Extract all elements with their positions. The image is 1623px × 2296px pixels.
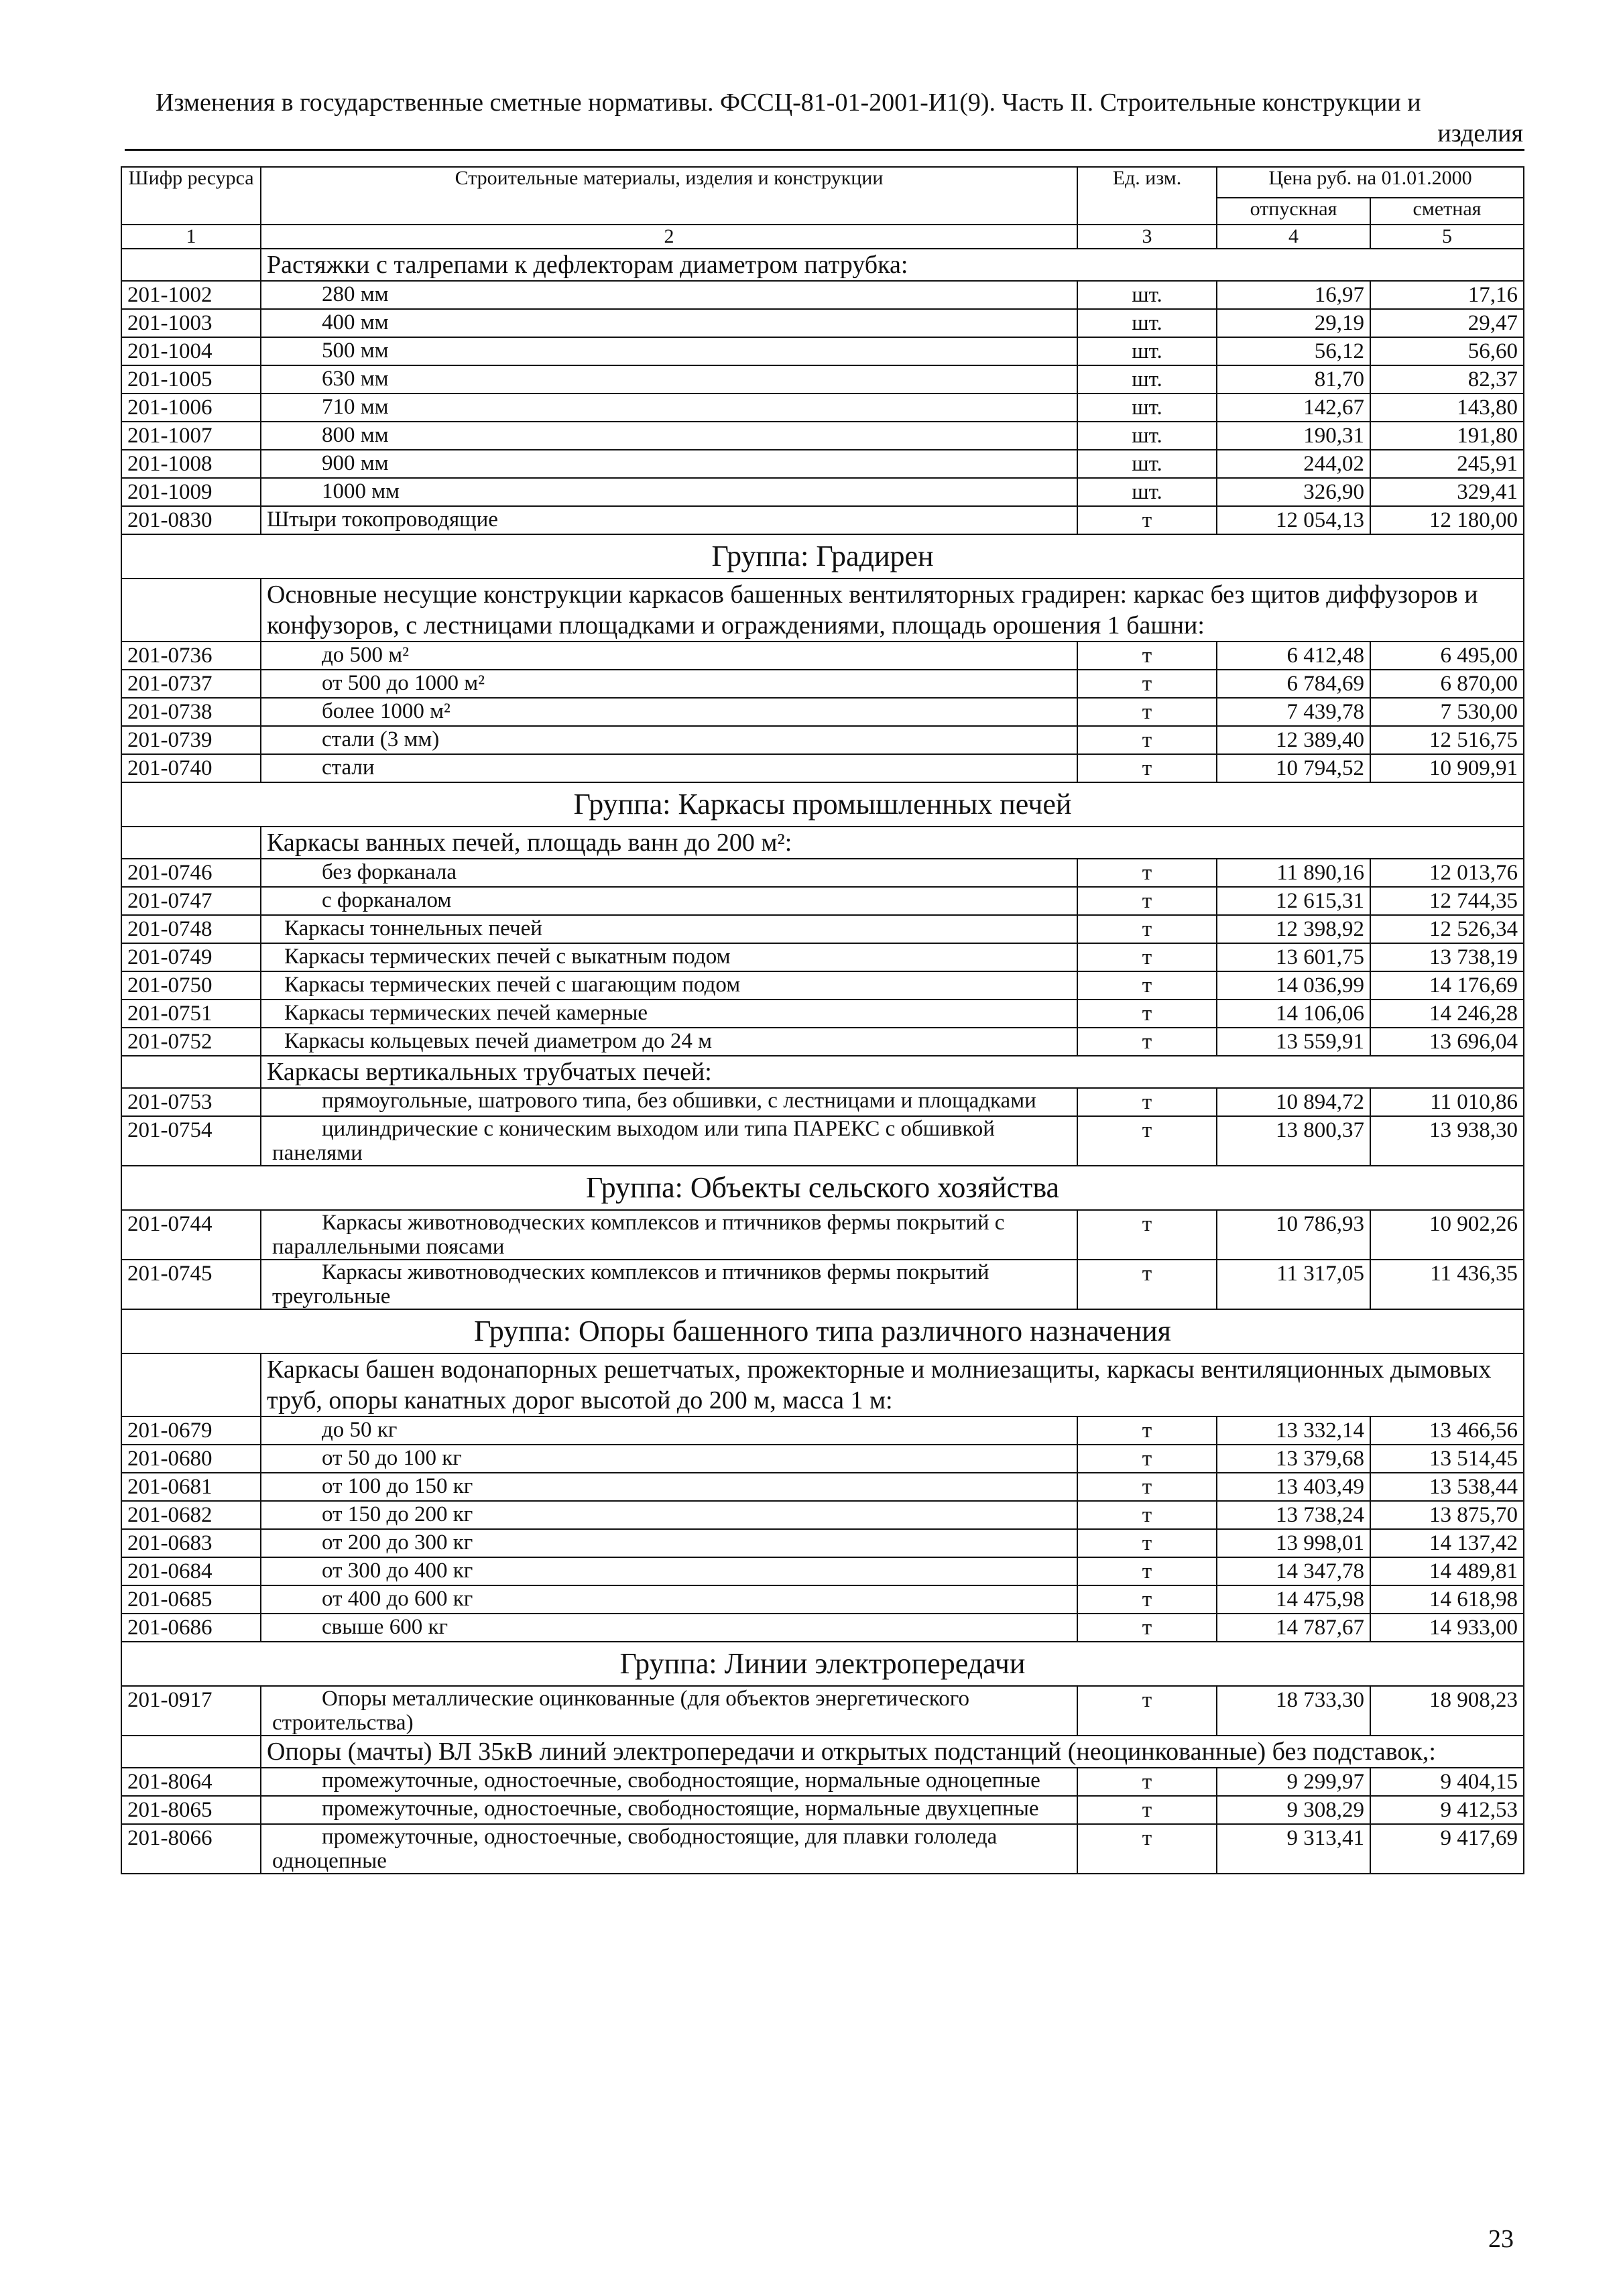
table-row [121,754,1524,782]
resource-code: 201-0751 [121,1000,261,1028]
unit-cell: т [1077,1416,1217,1445]
unit-cell: т [1077,1614,1217,1642]
group-row [121,1642,1524,1686]
release-price: 9 313,41 [1217,1824,1370,1874]
item-name: от 150 до 200 кг [261,1501,1077,1529]
estimate-price: 12 180,00 [1370,506,1524,534]
unit-cell: шт. [1077,309,1217,337]
unit-cell: т [1077,642,1217,670]
unit-cell: т [1077,1028,1217,1056]
estimate-price: 13 938,30 [1370,1116,1524,1166]
unit-cell: т [1077,1000,1217,1028]
release-price: 11 890,16 [1217,859,1370,887]
table-row [121,478,1524,506]
resource-code: 201-1003 [121,309,261,337]
release-price: 29,19 [1217,309,1370,337]
group-row [121,782,1524,827]
table-row [121,1210,1524,1260]
section-row [121,827,1524,859]
estimate-price: 9 417,69 [1370,1824,1524,1874]
resource-code: 201-1005 [121,365,261,394]
resource-code: 201-0682 [121,1501,261,1529]
resource-code: 201-0917 [121,1686,261,1736]
group-title: Группа: Градирен [121,534,1524,579]
resource-code: 201-1004 [121,337,261,365]
table-row [121,1088,1524,1116]
item-name: 500 мм [261,337,1077,365]
unit-cell: т [1077,506,1217,534]
item-name: Каркасы животноводческих комплексов и птичников фермы покрытий треугольные [261,1260,1077,1309]
table-row [121,859,1524,887]
resource-code: 201-0738 [121,698,261,726]
empty-cell [121,579,261,642]
section-row [121,1056,1524,1088]
group-row [121,534,1524,579]
unit-cell: шт. [1077,422,1217,450]
resource-code: 201-0745 [121,1260,261,1309]
page-number: 23 [1488,2225,1514,2253]
table-row [121,1614,1524,1642]
section-title: Растяжки с талрепами к дефлекторам диаметром патрубка: [261,249,1524,281]
item-name: стали [261,754,1077,782]
empty-cell [121,1736,261,1768]
release-price: 14 106,06 [1217,1000,1370,1028]
release-price: 13 559,91 [1217,1028,1370,1056]
unit-cell: т [1077,859,1217,887]
estimate-price: 14 137,42 [1370,1529,1524,1557]
resource-code: 201-0744 [121,1210,261,1260]
resource-code: 201-0749 [121,943,261,971]
resource-code: 201-0737 [121,670,261,698]
unit-cell: т [1077,1585,1217,1614]
resource-code: 201-0681 [121,1473,261,1501]
empty-cell [121,249,261,281]
release-price: 16,97 [1217,281,1370,309]
unit-cell: т [1077,1501,1217,1529]
release-price: 9 299,97 [1217,1768,1370,1796]
release-price: 12 389,40 [1217,726,1370,754]
column-numbers-row [121,225,1524,249]
unit-cell: т [1077,1473,1217,1501]
resource-code: 201-0753 [121,1088,261,1116]
estimate-price: 245,91 [1370,450,1524,478]
unit-cell: т [1077,943,1217,971]
unit-cell: т [1077,1796,1217,1824]
group-title: Группа: Каркасы промышленных печей [121,782,1524,827]
item-name: 630 мм [261,365,1077,394]
release-price: 13 403,49 [1217,1473,1370,1501]
item-name: 800 мм [261,422,1077,450]
item-name: до 500 м² [261,642,1077,670]
item-name: 900 мм [261,450,1077,478]
unit-cell: шт. [1077,365,1217,394]
item-name: Опоры металлические оцинкованные (для объектов энергетического строительства) [261,1686,1077,1736]
section-row [121,249,1524,281]
empty-cell [121,827,261,859]
estimate-price: 191,80 [1370,422,1524,450]
group-title: Группа: Объекты сельского хозяйства [121,1166,1524,1210]
header-title-cont: изделия [1437,119,1523,147]
unit-cell: т [1077,971,1217,1000]
unit-cell: т [1077,1210,1217,1260]
item-name: промежуточные, одностоечные, свободностоящие, нормальные двухцепные [261,1796,1077,1824]
section-row [121,1353,1524,1416]
item-name: 710 мм [261,394,1077,422]
table-row [121,887,1524,915]
table-row [121,309,1524,337]
release-price: 13 998,01 [1217,1529,1370,1557]
estimate-price: 9 404,15 [1370,1768,1524,1796]
release-price: 81,70 [1217,365,1370,394]
table-row [121,1416,1524,1445]
resource-code: 201-0679 [121,1416,261,1445]
table-row [121,1000,1524,1028]
release-price: 326,90 [1217,478,1370,506]
resource-code: 201-0750 [121,971,261,1000]
table-body [121,249,1524,1874]
empty-cell [121,1056,261,1088]
release-price: 11 317,05 [1217,1260,1370,1309]
section-title: Каркасы ванных печей, площадь ванн до 200 м²: [261,827,1524,859]
unit-cell: т [1077,887,1217,915]
item-name: от 500 до 1000 м² [261,670,1077,698]
release-price: 142,67 [1217,394,1370,422]
item-name: прямоугольные, шатрового типа, без обшивки, с лестницами и площадками [261,1088,1077,1116]
table-row [121,1585,1524,1614]
resource-code: 201-0680 [121,1445,261,1473]
release-price: 14 475,98 [1217,1585,1370,1614]
estimate-price: 10 909,91 [1370,754,1524,782]
col-number: 1 [121,225,261,249]
item-name: Каркасы животноводческих комплексов и птичников фермы покрытий с параллельными поясами [261,1210,1077,1260]
unit-cell: т [1077,915,1217,943]
release-price: 7 439,78 [1217,698,1370,726]
estimate-price: 13 738,19 [1370,943,1524,971]
header-title: Изменения в государственные сметные нормативы. ФССЦ-81-01-2001-И1(9). Часть II. Строительные конструкции и [156,88,1421,117]
item-name: 280 мм [261,281,1077,309]
unit-cell: т [1077,1445,1217,1473]
resource-code: 201-0686 [121,1614,261,1642]
release-price: 13 601,75 [1217,943,1370,971]
estimate-price: 13 875,70 [1370,1501,1524,1529]
item-name: от 100 до 150 кг [261,1473,1077,1501]
unit-cell: т [1077,670,1217,698]
resource-code: 201-8065 [121,1796,261,1824]
unit-cell: шт. [1077,450,1217,478]
estimate-price: 12 526,34 [1370,915,1524,943]
col-release-header: отпускная [1217,198,1370,225]
release-price: 12 615,31 [1217,887,1370,915]
col-code-header: Шифр ресурса [121,167,261,225]
table-row [121,1473,1524,1501]
table-row [121,726,1524,754]
release-price: 14 787,67 [1217,1614,1370,1642]
unit-cell: т [1077,754,1217,782]
item-name: Каркасы кольцевых печей диаметром до 24 м [261,1028,1077,1056]
release-price: 12 398,92 [1217,915,1370,943]
table-row [121,642,1524,670]
table-row [121,1768,1524,1796]
resource-code: 201-1007 [121,422,261,450]
item-name: Каркасы тоннельных печей [261,915,1077,943]
release-price: 6 412,48 [1217,642,1370,670]
release-price: 12 054,13 [1217,506,1370,534]
table-row [121,1557,1524,1585]
group-title: Группа: Опоры башенного типа различного назначения [121,1309,1524,1353]
table-row [121,450,1524,478]
item-name: 400 мм [261,309,1077,337]
unit-cell: шт. [1077,394,1217,422]
item-name: промежуточные, одностоечные, свободностоящие, для плавки гололеда одноцепные [261,1824,1077,1874]
table-row [121,1824,1524,1874]
release-price: 13 379,68 [1217,1445,1370,1473]
table-row [121,1686,1524,1736]
item-name: промежуточные, одностоечные, свободностоящие, нормальные одноцепные [261,1768,1077,1796]
section-row [121,579,1524,642]
item-name: от 200 до 300 кг [261,1529,1077,1557]
resource-code: 201-0683 [121,1529,261,1557]
unit-cell: т [1077,1116,1217,1166]
table-row [121,337,1524,365]
estimate-price: 12 516,75 [1370,726,1524,754]
estimate-price: 12 744,35 [1370,887,1524,915]
col-name-header: Строительные материалы, изделия и конструкции [261,167,1077,225]
table-row [121,1260,1524,1309]
page-header [156,87,1523,149]
estimate-price: 14 933,00 [1370,1614,1524,1642]
header-rule [125,149,1524,151]
resource-code: 201-0754 [121,1116,261,1166]
estimate-price: 17,16 [1370,281,1524,309]
resource-code: 201-0740 [121,754,261,782]
unit-cell: т [1077,698,1217,726]
estimate-price: 10 902,26 [1370,1210,1524,1260]
col-number: 3 [1077,225,1217,249]
estimate-price: 143,80 [1370,394,1524,422]
item-name: Штыри токопроводящие [261,506,1077,534]
item-name: стали (3 мм) [261,726,1077,754]
col-unit-header: Ед. изм. [1077,167,1217,225]
estimate-price: 12 013,76 [1370,859,1524,887]
col-price-header: Цена руб. на 01.01.2000 [1217,167,1524,198]
resource-code: 201-0830 [121,506,261,534]
estimate-price: 6 870,00 [1370,670,1524,698]
estimate-price: 13 538,44 [1370,1473,1524,1501]
item-name: Каркасы термических печей с шагающим подом [261,971,1077,1000]
price-table [121,166,1524,1874]
table-row [121,971,1524,1000]
table-row [121,670,1524,698]
item-name: от 50 до 100 кг [261,1445,1077,1473]
col-number: 2 [261,225,1077,249]
unit-cell: т [1077,1557,1217,1585]
resource-code: 201-0748 [121,915,261,943]
header-row [121,167,1524,198]
item-name: более 1000 м² [261,698,1077,726]
item-name: от 300 до 400 кг [261,1557,1077,1585]
unit-cell: т [1077,726,1217,754]
resource-code: 201-0684 [121,1557,261,1585]
item-name: до 50 кг [261,1416,1077,1445]
unit-cell: т [1077,1260,1217,1309]
resource-code: 201-8064 [121,1768,261,1796]
item-name: с форканалом [261,887,1077,915]
item-name: свыше 600 кг [261,1614,1077,1642]
estimate-price: 6 495,00 [1370,642,1524,670]
table-row [121,1529,1524,1557]
release-price: 56,12 [1217,337,1370,365]
unit-cell: т [1077,1768,1217,1796]
unit-cell: шт. [1077,337,1217,365]
estimate-price: 13 696,04 [1370,1028,1524,1056]
unit-cell: шт. [1077,478,1217,506]
col-number: 4 [1217,225,1370,249]
item-name: от 400 до 600 кг [261,1585,1077,1614]
group-title: Группа: Линии электропередачи [121,1642,1524,1686]
estimate-price: 7 530,00 [1370,698,1524,726]
release-price: 14 036,99 [1217,971,1370,1000]
table-row [121,422,1524,450]
item-name: цилиндрические с коническим выходом или типа ПАРЕКС с обшивкой панелями [261,1116,1077,1166]
release-price: 14 347,78 [1217,1557,1370,1585]
estimate-price: 56,60 [1370,337,1524,365]
resource-code: 201-0736 [121,642,261,670]
item-name: Каркасы термических печей камерные [261,1000,1077,1028]
estimate-price: 11 436,35 [1370,1260,1524,1309]
estimate-price: 13 514,45 [1370,1445,1524,1473]
table-row [121,1501,1524,1529]
unit-cell: т [1077,1529,1217,1557]
section-row [121,1736,1524,1768]
section-title: Каркасы вертикальных трубчатых печей: [261,1056,1524,1088]
resource-code: 201-8066 [121,1824,261,1874]
resource-code: 201-0739 [121,726,261,754]
group-row [121,1166,1524,1210]
release-price: 13 738,24 [1217,1501,1370,1529]
release-price: 190,31 [1217,422,1370,450]
estimate-price: 14 176,69 [1370,971,1524,1000]
resource-code: 201-0746 [121,859,261,887]
release-price: 13 332,14 [1217,1416,1370,1445]
table-row [121,1445,1524,1473]
estimate-price: 18 908,23 [1370,1686,1524,1736]
release-price: 10 794,52 [1217,754,1370,782]
section-title: Опоры (мачты) ВЛ 35кВ линий электропередачи и открытых подстанций (неоцинкованные) без подставок,: [261,1736,1524,1768]
resource-code: 201-1006 [121,394,261,422]
table-row [121,915,1524,943]
resource-code: 201-1008 [121,450,261,478]
table-row [121,506,1524,534]
estimate-price: 13 466,56 [1370,1416,1524,1445]
release-price: 9 308,29 [1217,1796,1370,1824]
estimate-price: 9 412,53 [1370,1796,1524,1824]
release-price: 10 894,72 [1217,1088,1370,1116]
estimate-price: 14 246,28 [1370,1000,1524,1028]
estimate-price: 14 618,98 [1370,1585,1524,1614]
section-title: Основные несущие конструкции каркасов башенных вентиляторных градирен: каркас без щитов диффузоров и конфузоров, с лестницами площадками и ограждениями, площадь орошения 1 башни: [261,579,1524,642]
estimate-price: 329,41 [1370,478,1524,506]
estimate-price: 14 489,81 [1370,1557,1524,1585]
table-row [121,394,1524,422]
resource-code: 201-1009 [121,478,261,506]
estimate-price: 82,37 [1370,365,1524,394]
unit-cell: т [1077,1824,1217,1874]
empty-cell [121,1353,261,1416]
release-price: 6 784,69 [1217,670,1370,698]
item-name: Каркасы термических печей с выкатным подом [261,943,1077,971]
table-row [121,281,1524,309]
unit-cell: шт. [1077,281,1217,309]
resource-code: 201-0747 [121,887,261,915]
resource-code: 201-0752 [121,1028,261,1056]
estimate-price: 29,47 [1370,309,1524,337]
col-estimate-header: сметная [1370,198,1524,225]
group-row [121,1309,1524,1353]
table-row [121,698,1524,726]
col-number: 5 [1370,225,1524,249]
unit-cell: т [1077,1686,1217,1736]
table-row [121,1028,1524,1056]
table-row [121,1796,1524,1824]
unit-cell: т [1077,1088,1217,1116]
table-row [121,365,1524,394]
release-price: 13 800,37 [1217,1116,1370,1166]
estimate-price: 11 010,86 [1370,1088,1524,1116]
table-row [121,1116,1524,1166]
section-title: Каркасы башен водонапорных решетчатых, прожекторные и молниезащиты, каркасы вентиляционных дымовых труб, опоры канатных дорог высотой до 200 м, масса 1 м: [261,1353,1524,1416]
table-row [121,943,1524,971]
release-price: 244,02 [1217,450,1370,478]
resource-code: 201-0685 [121,1585,261,1614]
item-name: без форканала [261,859,1077,887]
release-price: 10 786,93 [1217,1210,1370,1260]
release-price: 18 733,30 [1217,1686,1370,1736]
resource-code: 201-1002 [121,281,261,309]
item-name: 1000 мм [261,478,1077,506]
